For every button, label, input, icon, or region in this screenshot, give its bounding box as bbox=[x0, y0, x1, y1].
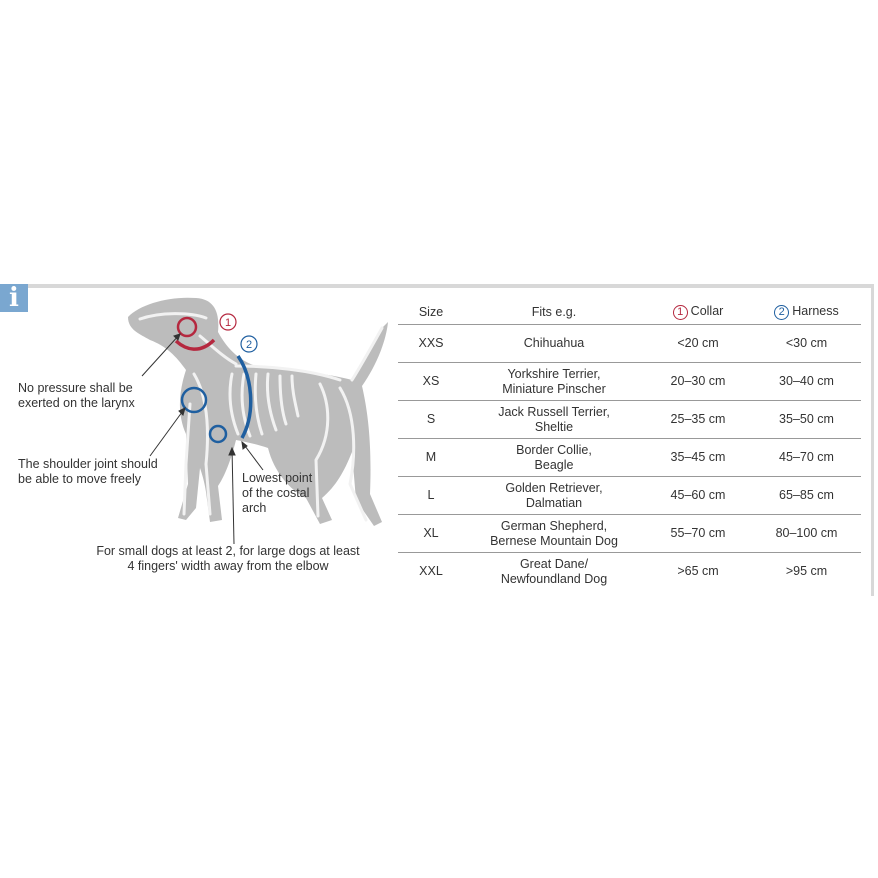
larynx-note-line: exerted on the larynx bbox=[18, 396, 135, 410]
harness-cell: 65–85 cm bbox=[752, 477, 861, 515]
harness-cell: <30 cm bbox=[752, 325, 861, 363]
collar-cell: 20–30 cm bbox=[644, 363, 752, 401]
breed-line: Miniature Pinscher bbox=[502, 381, 606, 396]
header-collar-label: Collar bbox=[690, 304, 724, 319]
elbow-note-line: For small dogs at least 2, for large dogs at least bbox=[96, 544, 360, 558]
collar-cell: 45–60 cm bbox=[644, 477, 752, 515]
size-cell: XL bbox=[398, 515, 464, 553]
breed-cell bbox=[464, 515, 644, 553]
table-row bbox=[398, 515, 861, 553]
breed-line: Newfoundland Dog bbox=[500, 571, 608, 586]
breed-line: Yorkshire Terrier, bbox=[507, 366, 601, 381]
harness-cell: 45–70 cm bbox=[752, 439, 861, 477]
collar-cell: 35–45 cm bbox=[644, 439, 752, 477]
table-header-row bbox=[398, 300, 861, 325]
breed-line: Sheltie bbox=[534, 419, 574, 434]
table-row bbox=[398, 363, 861, 401]
breed-cell bbox=[464, 439, 644, 477]
breed-line: Border Collie, bbox=[516, 442, 592, 457]
breed-cell bbox=[464, 553, 644, 591]
breed-line: Jack Russell Terrier, bbox=[498, 404, 610, 419]
harness-number-icon: 2 bbox=[774, 305, 789, 320]
breed-line: Bernese Mountain Dog bbox=[490, 533, 618, 548]
header-size: Size bbox=[398, 300, 464, 325]
larynx-note bbox=[18, 381, 135, 411]
breed-line: German Shepherd, bbox=[500, 518, 608, 533]
size-cell: XXL bbox=[419, 564, 443, 578]
harness-cell: 35–50 cm bbox=[752, 401, 861, 439]
size-cell: XXS bbox=[398, 325, 464, 363]
breed-line: Golden Retriever, bbox=[505, 480, 603, 495]
table-row bbox=[398, 439, 861, 477]
collar-cell: 55–70 cm bbox=[644, 515, 752, 553]
breed-line: Beagle bbox=[534, 457, 574, 472]
size-table bbox=[398, 300, 861, 590]
breed-line: Dalmatian bbox=[525, 495, 583, 510]
size-cell: S bbox=[398, 401, 464, 439]
collar-cell: 25–35 cm bbox=[644, 401, 752, 439]
collar-number-icon: 1 bbox=[673, 305, 688, 320]
header-harness-label: Harness bbox=[792, 304, 839, 319]
costal-note-line: of the costal bbox=[242, 486, 310, 500]
breed-line: Great Dane/ bbox=[519, 556, 589, 571]
size-cell: M bbox=[398, 439, 464, 477]
table-row bbox=[398, 325, 861, 363]
size-cell: XS bbox=[398, 363, 464, 401]
collar-number: 1 bbox=[224, 317, 232, 329]
harness-cell: 80–100 cm bbox=[752, 515, 861, 553]
collar-cell: >65 cm bbox=[677, 564, 719, 578]
harness-cell: >95 cm bbox=[785, 564, 828, 578]
size-cell: L bbox=[398, 477, 464, 515]
table-row bbox=[398, 553, 861, 591]
breed-line: Chihuahua bbox=[523, 336, 585, 350]
harness-cell: 30–40 cm bbox=[752, 363, 861, 401]
breed-cell bbox=[464, 401, 644, 439]
header-harness bbox=[752, 300, 861, 325]
collar-cell: <20 cm bbox=[644, 325, 752, 363]
header-fits: Fits e.g. bbox=[464, 300, 644, 325]
costal-arch-note bbox=[242, 471, 312, 516]
harness-number: 2 bbox=[245, 339, 253, 351]
breed-cell bbox=[464, 477, 644, 515]
header-collar bbox=[644, 300, 752, 325]
costal-note-line: Lowest point bbox=[242, 471, 313, 485]
elbow-note bbox=[90, 544, 366, 574]
shoulder-note-line: be able to move freely bbox=[18, 472, 141, 486]
larynx-note-line: No pressure shall be bbox=[18, 381, 133, 395]
info-icon: i bbox=[0, 284, 28, 312]
costal-note-line: arch bbox=[242, 501, 267, 515]
breed-cell bbox=[464, 325, 644, 363]
shoulder-note bbox=[18, 457, 158, 487]
shoulder-note-line: The shoulder joint should bbox=[18, 457, 158, 471]
table-row bbox=[398, 477, 861, 515]
elbow-note-line: 4 fingers' width away from the elbow bbox=[127, 559, 329, 573]
table-row bbox=[398, 401, 861, 439]
breed-cell bbox=[464, 363, 644, 401]
